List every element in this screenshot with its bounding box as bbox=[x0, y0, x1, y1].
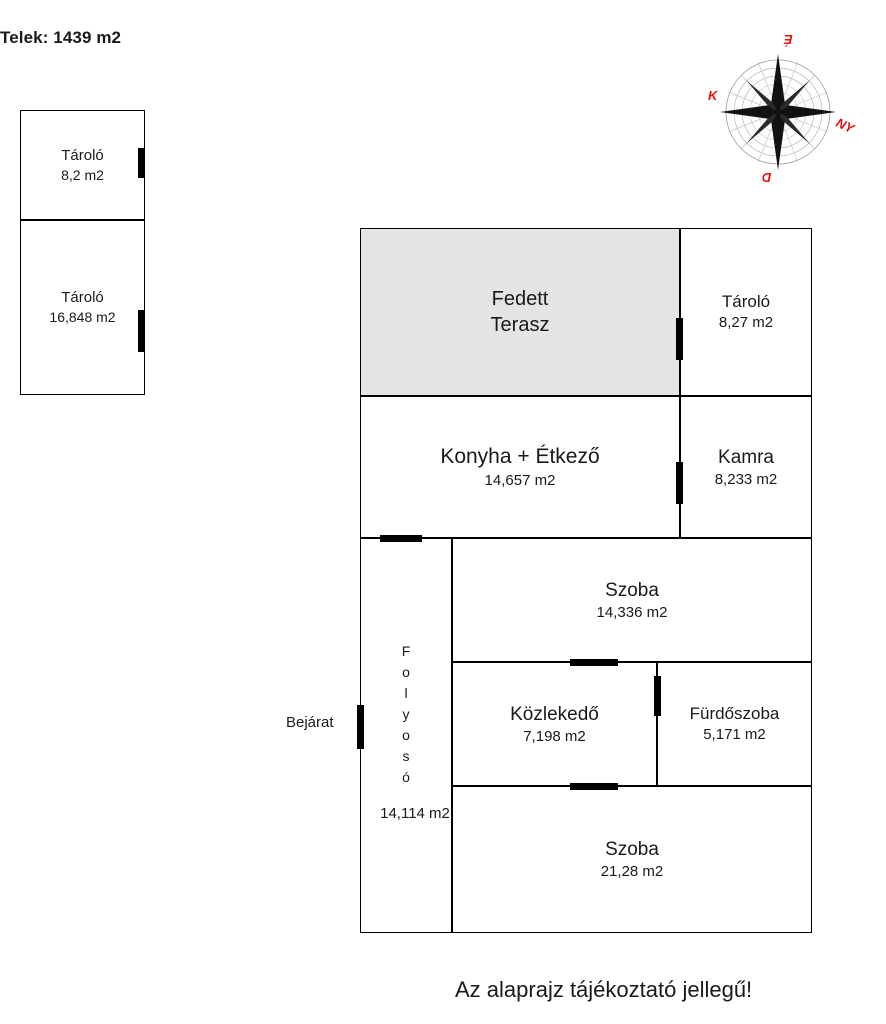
room-area: 8,2 m2 bbox=[61, 166, 104, 183]
room-folyoso bbox=[360, 538, 452, 933]
compass-label-south: D bbox=[762, 170, 772, 185]
room-fedett-terasz bbox=[360, 228, 680, 396]
door-marker-terasz-tarolo bbox=[676, 318, 683, 360]
room-name: Kamra bbox=[718, 446, 774, 468]
compass-icon bbox=[700, 30, 860, 195]
room-area: 5,171 m2 bbox=[703, 726, 766, 744]
compass-label-east: NY bbox=[833, 114, 857, 137]
room-konyha-etkezo bbox=[360, 396, 680, 538]
room-area: 14,657 m2 bbox=[484, 471, 556, 489]
room-name: Szoba bbox=[605, 579, 659, 601]
room-szoba-2 bbox=[452, 786, 812, 933]
room-area: 14,336 m2 bbox=[596, 603, 668, 621]
room-area: 7,198 m2 bbox=[523, 727, 586, 745]
room-tarolo-detached-1 bbox=[20, 110, 145, 220]
room-area: 8,27 m2 bbox=[718, 314, 774, 332]
room-area: 14,114 m2 bbox=[380, 805, 450, 823]
compass-rose bbox=[700, 30, 860, 195]
compass-label-north: É bbox=[784, 32, 793, 47]
room-name: Szoba bbox=[605, 839, 659, 861]
door-marker-konyha-folyoso bbox=[380, 535, 422, 542]
room-name-line2: Terasz bbox=[490, 314, 550, 336]
room-area: 16,848 m2 bbox=[49, 309, 116, 326]
disclaimer-note: Az alaprajz tájékoztató jellegű! bbox=[455, 977, 753, 1002]
entrance-label: Bejárat bbox=[286, 714, 334, 731]
room-name: Folyosó bbox=[398, 643, 414, 790]
room-tarolo-detached-2 bbox=[20, 220, 145, 395]
room-name: Fürdőszoba bbox=[689, 703, 780, 723]
door-marker-kozlekedo-szoba2 bbox=[570, 783, 618, 790]
room-name: Tároló bbox=[61, 289, 104, 307]
room-furdoszoba bbox=[657, 662, 812, 786]
room-name: Tároló bbox=[61, 146, 104, 164]
room-area: 21,28 m2 bbox=[600, 863, 664, 881]
door-marker-konyha-kamra bbox=[676, 462, 683, 504]
door-marker-szoba1-kozlekedo bbox=[570, 659, 618, 666]
room-name: Közlekedő bbox=[510, 703, 599, 725]
room-name: Tároló bbox=[721, 291, 771, 311]
room-szoba-1 bbox=[452, 538, 812, 662]
plot-area-label: Telek: 1439 m2 bbox=[0, 28, 122, 47]
room-kamra bbox=[680, 396, 812, 538]
door-marker-storage-1 bbox=[138, 148, 145, 178]
door-marker-kozlekedo-furdoszoba bbox=[654, 676, 661, 716]
door-marker-storage-2 bbox=[138, 310, 145, 352]
room-name-line1: Fedett bbox=[491, 287, 549, 310]
room-kozlekedo bbox=[452, 662, 657, 786]
room-name: Konyha + Étkező bbox=[440, 445, 600, 469]
compass-label-west: K bbox=[708, 88, 718, 103]
room-area: 8,233 m2 bbox=[714, 470, 778, 488]
door-marker-bejarat bbox=[357, 705, 364, 749]
room-tarolo bbox=[680, 228, 812, 396]
